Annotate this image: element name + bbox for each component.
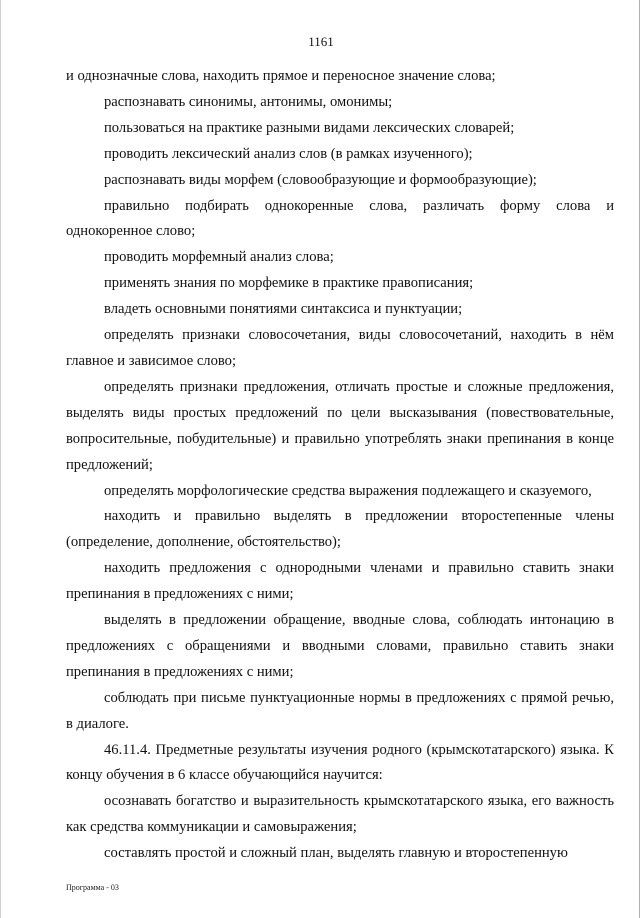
paragraph-continuation: и однозначные слова, находить прямое и переносное значение слова; bbox=[66, 68, 496, 84]
paragraph: осознавать богатство и выразительность крымскотатарского языка, его важность как средства коммуникации и самовыражения; bbox=[66, 793, 614, 836]
paragraph: распознавать виды морфем (словообразующие и формообразующие); bbox=[104, 171, 537, 188]
paragraph: владеть основными понятиями синтаксиса и пунктуации; bbox=[104, 301, 463, 318]
section-heading-paragraph: 46.11.4. Предметные результаты изучения родного (крымскотатарского) языка. К концу обучения в 6 классе обучающийся научится: bbox=[66, 741, 614, 784]
paragraph: определять признаки словосочетания, виды словосочетаний, находить в нём главное и зависимое слово; bbox=[66, 327, 614, 369]
paragraph: находить и правильно выделять в предложении второстепенные члены (определение, дополнение, обстоятельство); bbox=[66, 508, 614, 551]
paragraph: проводить лексический анализ слов (в рамках изученного); bbox=[104, 145, 473, 162]
paragraph: определять морфологические средства выражения подлежащего и сказуемого, bbox=[104, 482, 592, 499]
footer-label: Программа - 03 bbox=[66, 883, 119, 892]
document-body bbox=[66, 64, 614, 867]
paragraph: находить предложения с однородными членами и правильно ставить знаки препинания в предложениях с ними; bbox=[66, 560, 614, 603]
paragraph: применять знания по морфемике в практике правописания; bbox=[104, 275, 474, 292]
paragraph: выделять в предложении обращение, вводные слова, соблюдать интонацию в предложениях с обращениями и вводными словами, правильно ставить знаки препинания в предложениях с ними; bbox=[66, 612, 614, 680]
paragraph: соблюдать при письме пунктуационные нормы в предложениях с прямой речью, в диалоге. bbox=[66, 689, 614, 732]
paragraph: определять признаки предложения, отличать простые и сложные предложения, выделять виды простых предложений по цели высказывания (повествовательные, вопросительные, побудительные) и правильно употреблять знаки препинания в конце предложений; bbox=[66, 378, 614, 473]
paragraph: составлять простой и сложный план, выделять главную и второстепенную bbox=[104, 845, 568, 862]
paragraph: проводить морфемный анализ слова; bbox=[104, 249, 334, 266]
paragraph: распознавать синонимы, антонимы, омонимы; bbox=[104, 93, 393, 110]
paragraph: правильно подбирать однокоренные слова, различать форму слова и однокоренное слово; bbox=[66, 197, 614, 240]
paragraph: пользоваться на практике разными видами лексических словарей; bbox=[104, 119, 515, 136]
page-number: 1161 bbox=[308, 34, 334, 49]
